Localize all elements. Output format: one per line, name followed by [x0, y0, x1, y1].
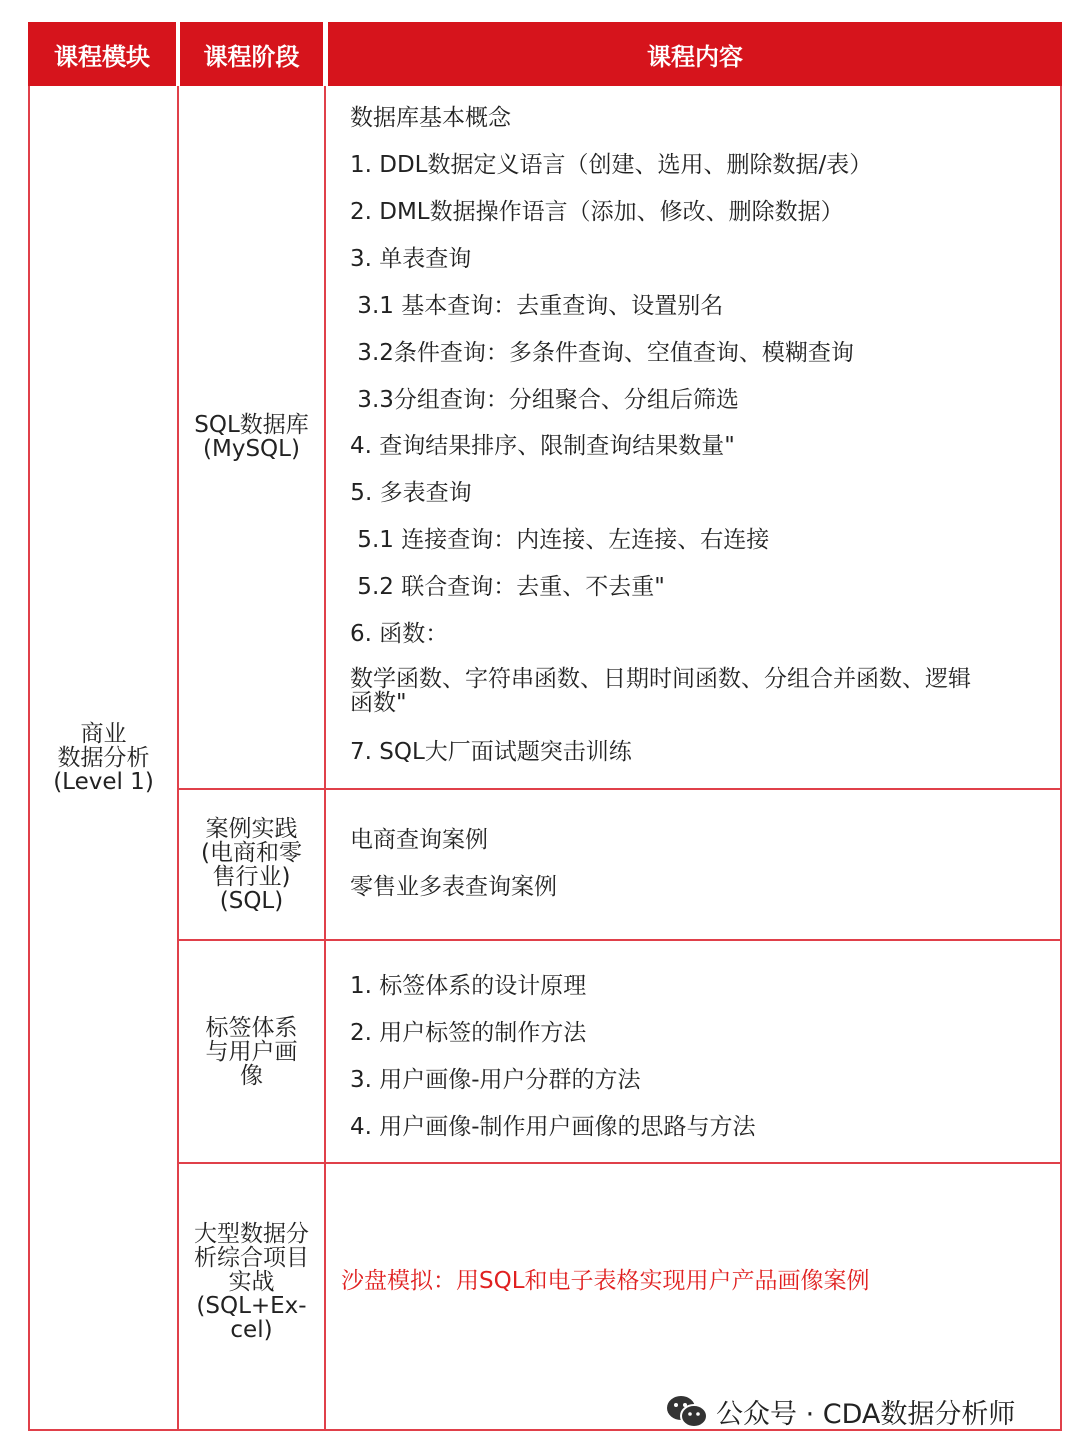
header-content: 课程内容	[328, 22, 1062, 86]
content-item: 3.3分组查询：分组聚合、分组后筛选	[350, 387, 739, 413]
wechat-icon	[666, 1395, 708, 1429]
content-item: 4. 用户画像-制作用户画像的思路与方法	[350, 1114, 756, 1140]
content-item: 4. 查询结果排序、限制查询结果数量"	[350, 433, 735, 459]
content-item: 2. 用户标签的制作方法	[350, 1020, 587, 1046]
content-item: 7. SQL大厂面试题突击训练	[350, 739, 632, 765]
stage-name: SQL数据库 (MySQL)	[194, 412, 309, 462]
header-stage: 课程阶段	[180, 22, 323, 86]
content-item: 3.2条件查询：多条件查询、空值查询、模糊查询	[350, 340, 854, 366]
stage-name: 大型数据分 析综合项目 实战 (SQL+Ex- cel)	[194, 1221, 309, 1343]
content-item: 电商查询案例	[350, 827, 488, 853]
header-module: 课程模块	[28, 22, 176, 86]
watermark	[666, 1392, 1015, 1431]
content-item: 零售业多表查询案例	[350, 874, 557, 900]
module-name: 商业 数据分析 (Level 1)	[53, 720, 154, 795]
highlight-item: 沙盘模拟：用SQL和电子表格实现用户产品画像案例	[341, 1268, 870, 1294]
content-item: 5.2 联合查询：去重、不去重"	[350, 574, 665, 600]
content-item: 3. 单表查询	[350, 246, 472, 272]
border-right	[1060, 86, 1062, 1431]
stage-name: 标签体系 与用户画 像	[205, 1014, 298, 1089]
content-item: 6. 函数：	[350, 621, 449, 647]
content-item: 数据库基本概念	[350, 105, 511, 131]
content-item: 数学函数、字符串函数、日期时间函数、分组合并函数、逻辑 函数"	[350, 666, 971, 716]
content-item: 2. DML数据操作语言（添加、修改、删除数据）	[350, 199, 844, 225]
content-item: 5. 多表查询	[343, 480, 472, 506]
content-item: 3. 用户画像-用户分群的方法	[350, 1067, 641, 1093]
watermark-text: 公众号 · CDA数据分析师	[716, 1399, 1016, 1430]
stage-name: 案例实践 (电商和零 售行业) (SQL)	[201, 815, 302, 914]
content-item: 3.1 基本查询：去重查询、设置别名	[350, 293, 724, 319]
divider-col2	[324, 86, 326, 1431]
content-item: 1. 标签体系的设计原理	[350, 973, 587, 999]
content-item: 5.1 连接查询：内连接、左连接、右连接	[350, 527, 770, 553]
content-item: 1. DDL数据定义语言（创建、选用、删除数据/表）	[350, 152, 873, 178]
